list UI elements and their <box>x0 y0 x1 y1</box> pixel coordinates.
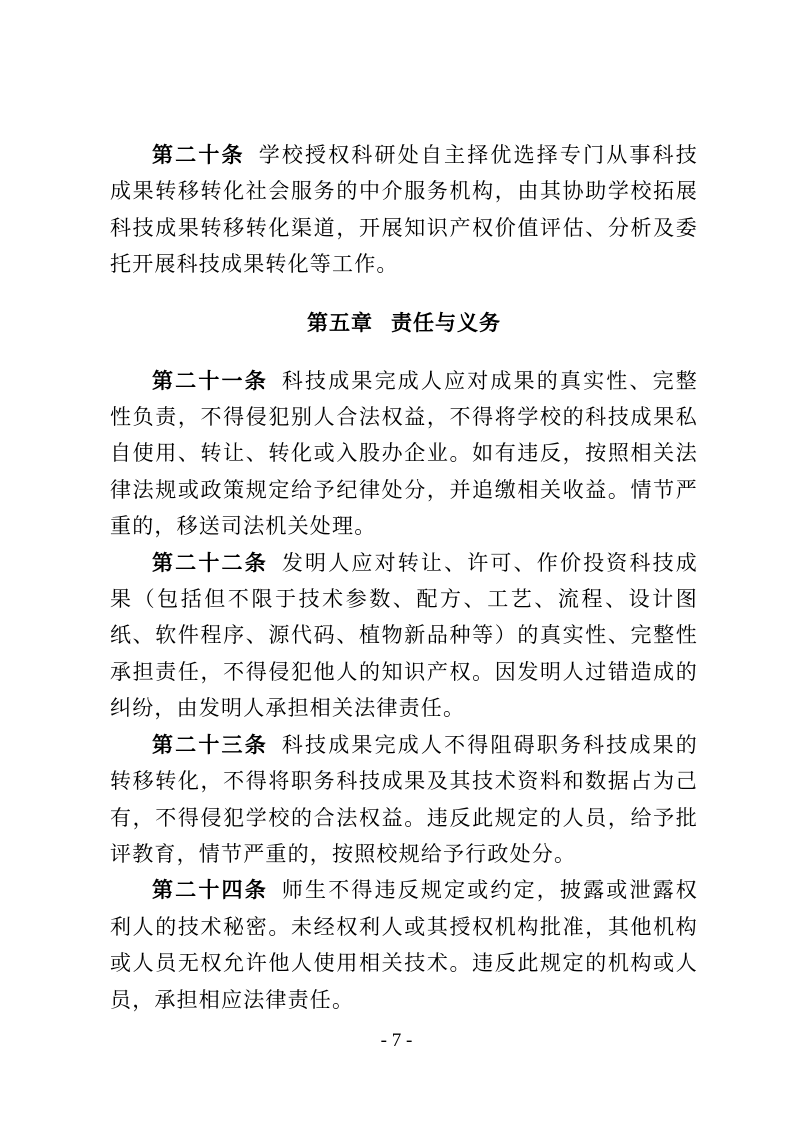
article-label: 第二十四条 <box>152 878 268 903</box>
page-number: - 7 - <box>380 1030 413 1051</box>
article-24 <box>110 872 698 1018</box>
article-22 <box>110 545 698 727</box>
chapter-heading <box>110 305 698 341</box>
article-text: 科技成果完成人不得阻碍职务科技成果的转移转化，不得将职务科技成果及其技术资料和数据占为己有，不得侵犯学校的合法权益。违反此规定的人员，给予批评教育，情节严重的，按照校规给予行政处分。 <box>110 732 699 866</box>
article-label: 第二十条 <box>152 143 245 167</box>
article-21 <box>110 363 698 545</box>
article-text: 科技成果完成人应对成果的真实性、完整性负责，不得侵犯别人合法权益，不得将学校的科技成果私自使用、转让、转化或入股办企业。如有违反，按照相关法律法规或政策规定给予纪律处分，并追缴相关收益。情节严重的，移送司法机关处理。 <box>110 368 699 539</box>
chapter-title: 责任与义务 <box>391 310 501 335</box>
article-text: 学校授权科研处自主择优选择专门从事科技成果转移转化社会服务的中介服务机构，由其协助学校拓展科技成果转移转化渠道，开展知识产权价值评估、分析及委托开展科技成果转化等工作。 <box>110 143 698 277</box>
article-text: 师生不得违反规定或约定，披露或泄露权利人的技术秘密。未经权利人或其授权机构批准，其他机构或人员无权允许他人使用相关技术。违反此规定的机构或人员，承担相应法律责任。 <box>110 878 699 1012</box>
article-23 <box>110 727 698 873</box>
article-label: 第二十二条 <box>152 550 268 575</box>
document-body <box>110 137 698 1018</box>
chapter-number: 第五章 <box>307 310 373 335</box>
article-label: 第二十一条 <box>152 368 268 393</box>
article-text: 发明人应对转让、许可、作价投资科技成果（包括但不限于技术参数、配方、工艺、流程、设计图纸、软件程序、源代码、植物新品种等）的真实性、完整性承担责任，不得侵犯他人的知识产权。因发明人过错造成的纠纷，由发明人承担相关法律责任。 <box>110 550 699 721</box>
article-20 <box>110 137 698 283</box>
article-label: 第二十三条 <box>152 732 268 757</box>
